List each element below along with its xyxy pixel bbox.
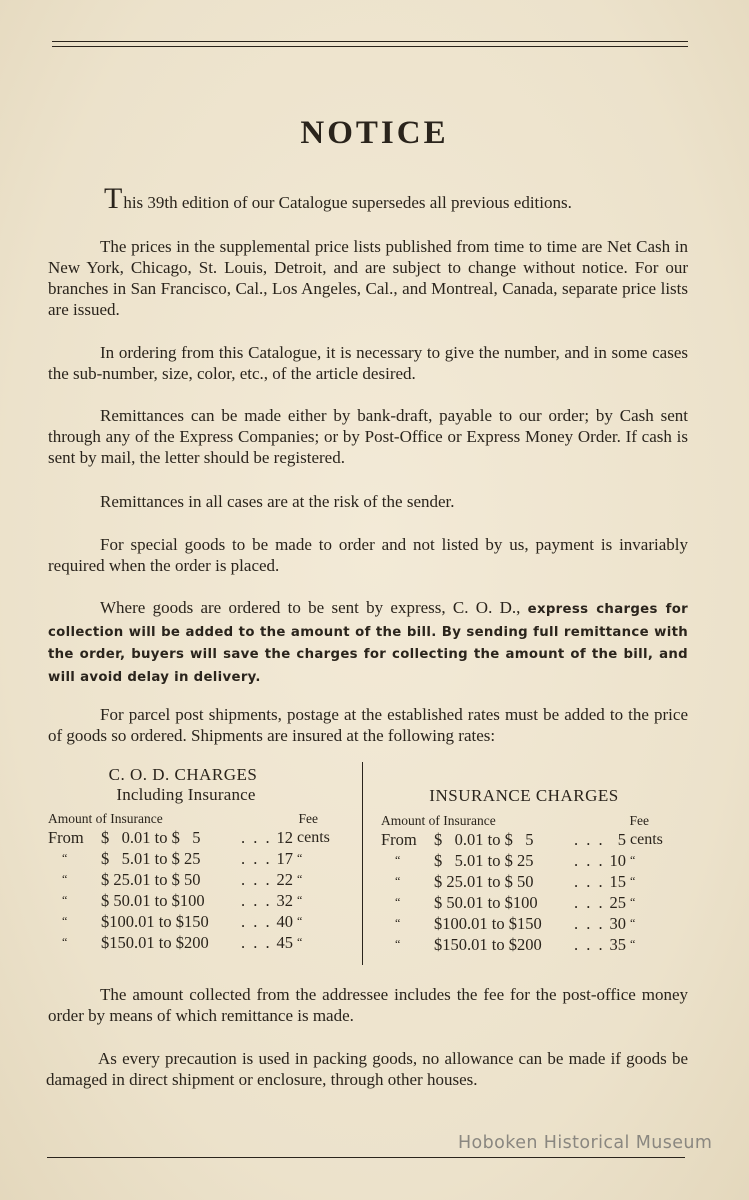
row-fee: 22 — [276, 870, 293, 889]
row-unit: “ — [630, 853, 636, 867]
row-dots: . . . — [241, 912, 272, 931]
row-lead: “ — [395, 874, 401, 888]
row-lead: “ — [395, 937, 401, 951]
table-row — [48, 827, 348, 848]
row-dots: . . . — [574, 893, 605, 912]
ins-col-fee: Fee — [629, 813, 649, 828]
row-dots: . . . — [574, 935, 605, 954]
row-dots: . . . — [574, 872, 605, 891]
row-lead: “ — [62, 914, 68, 928]
paragraph-edition: This 39th edition of our Catalogue supersedes all previous editions. — [48, 190, 688, 213]
cod-header — [48, 811, 348, 827]
table-row — [381, 913, 681, 934]
row-fee: 10 — [609, 851, 626, 870]
row-unit: “ — [630, 937, 636, 951]
row-lead: “ — [62, 872, 68, 886]
row-unit: “ — [630, 916, 636, 930]
row-fee: 5 — [617, 830, 626, 849]
table-divider — [362, 762, 363, 965]
row-lead: From — [48, 828, 84, 847]
row-range: $ 5.01 to $ 25 — [101, 849, 201, 868]
row-dots: . . . — [574, 851, 605, 870]
table-row — [381, 934, 681, 955]
table-row — [48, 911, 348, 932]
paragraph-remittances: Remittances can be made either by bank-draft, payable to our order; by Cash sent through any of the Express Companies; or by Post-Office or Express Money Order. If cash is sent by mail, the letter should be registered. — [48, 406, 688, 467]
table-row — [381, 871, 681, 892]
top-rule-inner — [52, 46, 688, 47]
row-lead: “ — [395, 895, 401, 909]
table-row — [381, 892, 681, 913]
row-unit: cents — [630, 831, 663, 848]
cod-charges-table — [48, 765, 348, 953]
row-range: $ 0.01 to $ 5 — [101, 828, 201, 847]
row-dots: . . . — [241, 933, 272, 952]
row-lead: “ — [395, 916, 401, 930]
row-fee: 15 — [609, 872, 626, 891]
row-lead: “ — [62, 935, 68, 949]
cod-col-amount: Amount of Insurance — [48, 811, 163, 826]
row-dots: . . . — [574, 914, 605, 933]
row-range: $100.01 to $150 — [101, 912, 209, 931]
table-row — [48, 890, 348, 911]
top-rule — [52, 41, 688, 42]
paragraph-money-order: The amount collected from the addressee includes the fee for the post-office money order by means of which remittance is made. — [48, 985, 688, 1025]
row-unit: “ — [630, 874, 636, 888]
row-lead: “ — [395, 853, 401, 867]
page-title: NOTICE — [300, 115, 449, 151]
cod-subtitle: Including Insurance — [116, 785, 256, 804]
insurance-charges-table — [381, 786, 681, 955]
paragraph-ordering: In ordering from this Catalogue, it is necessary to give the number, and in some cases the sub-number, size, color, etc., of the article desired. — [48, 343, 688, 383]
row-range: $150.01 to $200 — [101, 933, 209, 952]
row-unit: “ — [297, 851, 303, 865]
ins-title: INSURANCE CHARGES — [429, 786, 619, 805]
row-dots: . . . — [241, 891, 272, 910]
row-fee: 32 — [276, 891, 293, 910]
paragraph-precaution: As every precaution is used in packing goods, no allowance can be made if goods be damaged in direct shipment or enclosure, through other houses. — [46, 1049, 688, 1089]
row-dots: . . . — [241, 870, 272, 889]
table-row — [48, 869, 348, 890]
cod-col-fee: Fee — [298, 811, 318, 826]
row-fee: 35 — [609, 935, 626, 954]
row-unit: “ — [630, 895, 636, 909]
row-range: $ 25.01 to $ 50 — [434, 872, 534, 891]
paragraph-prices: The prices in the supplemental price lists published from time to time are Net Cash in New York, Chicago, St. Louis, Detroit, and are subject to change without notice. For our branches in San Francisco, Cal., Los Angeles, Cal., and Montreal, Canada, separate price lists are issued. — [48, 237, 688, 319]
row-range: $ 50.01 to $100 — [434, 893, 538, 912]
museum-watermark: Hoboken Historical Museum — [458, 1133, 713, 1153]
row-unit: “ — [297, 935, 303, 949]
row-range: $ 0.01 to $ 5 — [434, 830, 534, 849]
paragraph-cod: Where goods are ordered to be sent by express, C. O. D., express charges for collection will be added to the amount of the bill. By sending full remittance with the order, buyers will save the charges for collecting the amount of the bill, and will avoid delay in delivery. — [48, 598, 689, 685]
row-fee: 25 — [609, 893, 626, 912]
row-fee: 17 — [276, 849, 293, 868]
row-unit: “ — [297, 872, 303, 886]
ins-header — [381, 813, 681, 829]
row-range: $ 25.01 to $ 50 — [101, 870, 201, 889]
ins-col-amount: Amount of Insurance — [381, 813, 496, 828]
drop-cap: T — [104, 182, 123, 215]
row-fee: 12 — [276, 828, 293, 847]
table-row — [381, 829, 681, 850]
table-row — [48, 848, 348, 869]
paragraph-special-goods: For special goods to be made to order and not listed by us, payment is invariably required when the order is placed. — [48, 535, 688, 575]
row-lead: “ — [62, 893, 68, 907]
row-unit: “ — [297, 914, 303, 928]
row-range: $ 50.01 to $100 — [101, 891, 205, 910]
table-row — [381, 850, 681, 871]
cod-title: C. O. D. CHARGES — [108, 765, 258, 784]
row-range: $ 5.01 to $ 25 — [434, 851, 534, 870]
row-dots: . . . — [241, 828, 272, 847]
paragraph-risk: Remittances in all cases are at the risk of the sender. — [100, 492, 455, 511]
row-unit: cents — [297, 829, 330, 846]
row-fee: 45 — [276, 933, 293, 952]
table-row — [48, 932, 348, 953]
row-range: $150.01 to $200 — [434, 935, 542, 954]
row-lead: “ — [62, 851, 68, 865]
row-range: $100.01 to $150 — [434, 914, 542, 933]
row-lead: From — [381, 830, 417, 849]
row-fee: 40 — [276, 912, 293, 931]
paragraph-parcel-post: For parcel post shipments, postage at the established rates must be added to the price of goods so ordered. Shipments are insured at the following rates: — [48, 705, 688, 745]
bottom-rule — [47, 1157, 685, 1158]
row-dots: . . . — [241, 849, 272, 868]
row-unit: “ — [297, 893, 303, 907]
row-fee: 30 — [609, 914, 626, 933]
row-dots: . . . — [574, 830, 605, 849]
